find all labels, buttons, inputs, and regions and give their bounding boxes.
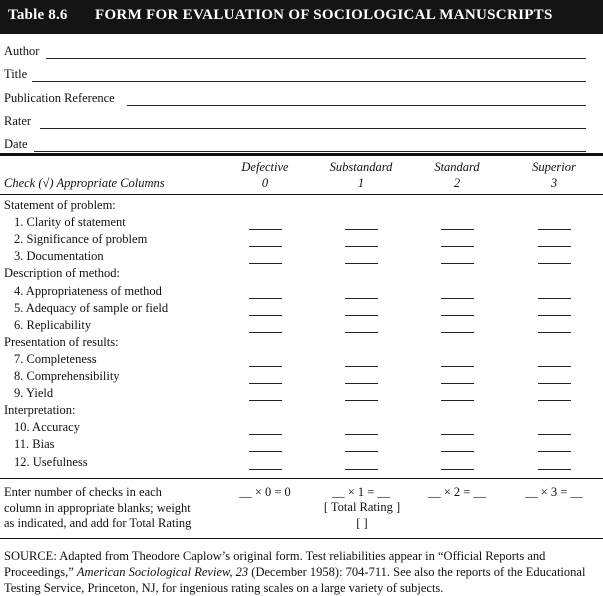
- check-blank-standard[interactable]: [441, 366, 474, 367]
- date-label: Date: [4, 137, 28, 151]
- check-blank-standard[interactable]: [441, 229, 474, 230]
- check-blank-defective[interactable]: [249, 332, 282, 333]
- author-label: Author: [4, 44, 40, 58]
- check-columns-label: Check (√) Appropriate Columns: [4, 176, 165, 190]
- check-blank-defective[interactable]: [249, 434, 282, 435]
- criterion-item: 1. Clarity of statement: [14, 215, 126, 230]
- instruction-line: Enter number of checks in each: [4, 485, 162, 499]
- check-blank-standard[interactable]: [441, 383, 474, 384]
- rater-field[interactable]: [40, 128, 586, 129]
- date-field[interactable]: [34, 151, 586, 152]
- check-blank-standard[interactable]: [441, 332, 474, 333]
- rater-label: Rater: [4, 114, 32, 128]
- check-blank-defective[interactable]: [249, 366, 282, 367]
- check-blank-standard[interactable]: [441, 434, 474, 435]
- column-header-substandard: Substandard: [329, 160, 393, 174]
- check-blank-superior[interactable]: [538, 263, 571, 264]
- check-blank-standard[interactable]: [441, 469, 474, 470]
- title-label: Title: [4, 67, 28, 81]
- instruction-line: column in appropriate blanks; weight: [4, 500, 191, 515]
- check-blank-superior[interactable]: [538, 434, 571, 435]
- section-heading: Statement of problem:: [4, 198, 116, 212]
- check-blank-superior[interactable]: [538, 383, 571, 384]
- column-header-superior: Superior: [532, 160, 576, 174]
- check-blank-substandard[interactable]: [345, 366, 378, 367]
- check-blank-superior[interactable]: [538, 229, 571, 230]
- check-blank-superior[interactable]: [538, 298, 571, 299]
- check-blank-superior[interactable]: [538, 451, 571, 452]
- divider-bottom: [0, 538, 603, 539]
- publication-reference-field[interactable]: [127, 105, 586, 106]
- source-journal: American Sociological Review, 23: [76, 565, 249, 579]
- check-blank-standard[interactable]: [441, 315, 474, 316]
- check-blank-superior[interactable]: [538, 366, 571, 367]
- check-blank-substandard[interactable]: [345, 383, 378, 384]
- divider-top: [0, 153, 603, 156]
- check-blank-standard[interactable]: [441, 298, 474, 299]
- section-heading: Description of method:: [4, 266, 120, 281]
- column-score-defective: 0: [261, 176, 269, 190]
- criterion-item: 7. Completeness: [14, 351, 97, 366]
- publication-reference-label: Publication Reference: [4, 91, 115, 105]
- criterion-item: 5. Adequacy of sample or field: [14, 300, 169, 315]
- check-blank-substandard[interactable]: [345, 263, 378, 264]
- check-blank-superior[interactable]: [538, 246, 571, 247]
- instruction-line: as indicated, and add for Total Rating: [4, 516, 192, 530]
- check-blank-defective[interactable]: [249, 263, 282, 264]
- check-blank-substandard[interactable]: [345, 246, 378, 247]
- source-prefix: SOURCE: Adapted from Theodore Caplow’s original form. Test reliabilities appear in “Official Reports and Proceedings,”: [4, 549, 546, 579]
- check-blank-defective[interactable]: [249, 246, 282, 247]
- check-blank-standard[interactable]: [441, 400, 474, 401]
- source-suffix: (December 1958): 704-711. See also the reports of the Educational Testing Service, Princeton, NJ, for ingenious rating scales on a large variety of subjects.: [4, 565, 586, 595]
- column-header-defective: Defective: [241, 160, 289, 174]
- check-blank-standard[interactable]: [441, 451, 474, 452]
- calculation-standard: __ × 2 = __: [428, 485, 486, 499]
- check-blank-substandard[interactable]: [345, 434, 378, 435]
- criterion-item: 9. Yield: [14, 386, 54, 401]
- table-title: FORM FOR EVALUATION OF SOCIOLOGICAL MANUSCRIPTS: [95, 7, 553, 23]
- check-blank-substandard[interactable]: [345, 298, 378, 299]
- check-blank-defective[interactable]: [249, 315, 282, 316]
- column-score-superior: 3: [550, 176, 558, 190]
- check-blank-substandard[interactable]: [345, 229, 378, 230]
- divider-body: [0, 478, 603, 479]
- check-blank-defective[interactable]: [249, 451, 282, 452]
- check-blank-defective[interactable]: [249, 400, 282, 401]
- check-blank-standard[interactable]: [441, 246, 474, 247]
- criterion-item: 11. Bias: [14, 437, 55, 452]
- source-note: [4, 548, 600, 596]
- check-blank-substandard[interactable]: [345, 451, 378, 452]
- criterion-item: 8. Comprehensibility: [14, 369, 120, 383]
- calculation-substandard: __ × 1 = __: [332, 485, 390, 499]
- check-blank-substandard[interactable]: [345, 469, 378, 470]
- check-blank-defective[interactable]: [249, 383, 282, 384]
- criterion-item: 10. Accuracy: [14, 420, 80, 435]
- section-heading: Presentation of results:: [4, 334, 119, 349]
- column-score-substandard: 1: [357, 176, 365, 190]
- title-field[interactable]: [32, 81, 586, 82]
- check-blank-superior[interactable]: [538, 400, 571, 401]
- table-title-bar: [0, 0, 603, 34]
- criterion-item: 6. Replicability: [14, 317, 92, 332]
- total-rating-label: [ Total Rating ]: [323, 500, 401, 514]
- total-rating-box: [ ]: [356, 516, 368, 530]
- column-score-standard: 2: [453, 176, 461, 190]
- column-header-standard: Standard: [434, 160, 480, 174]
- table-number: Table 8.6: [8, 7, 68, 23]
- check-blank-substandard[interactable]: [345, 315, 378, 316]
- check-blank-defective[interactable]: [249, 298, 282, 299]
- section-heading: Interpretation:: [4, 403, 76, 418]
- criterion-item: 4. Appropriateness of method: [14, 283, 162, 298]
- check-blank-substandard[interactable]: [345, 332, 378, 333]
- check-blank-substandard[interactable]: [345, 400, 378, 401]
- check-blank-superior[interactable]: [538, 315, 571, 316]
- author-field[interactable]: [46, 58, 586, 59]
- check-blank-superior[interactable]: [538, 469, 571, 470]
- criterion-item: 3. Documentation: [14, 249, 104, 264]
- calculation-defective: __ × 0 = 0: [239, 485, 291, 499]
- criterion-item: 2. Significance of problem: [14, 232, 148, 247]
- check-blank-defective[interactable]: [249, 469, 282, 470]
- check-blank-superior[interactable]: [538, 332, 571, 333]
- calculation-superior: __ × 3 = __: [525, 485, 583, 499]
- divider-header: [0, 194, 603, 195]
- check-blank-defective[interactable]: [249, 229, 282, 230]
- check-blank-standard[interactable]: [441, 263, 474, 264]
- criterion-item: 12. Usefulness: [14, 454, 88, 469]
